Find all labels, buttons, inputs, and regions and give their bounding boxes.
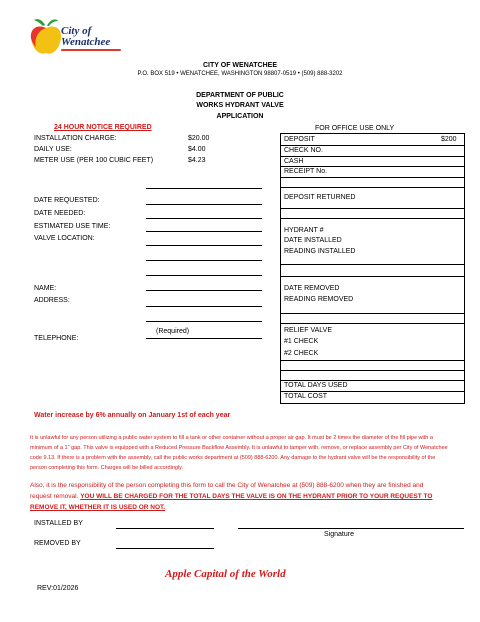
office-row-line bbox=[280, 187, 465, 188]
office-row-line bbox=[280, 380, 465, 381]
telephone-label: TELEPHONE: bbox=[34, 335, 79, 342]
telephone-line[interactable] bbox=[146, 338, 262, 339]
fee-daily-label: DAILY USE: bbox=[34, 146, 72, 153]
total-cost-label: TOTAL COST bbox=[284, 393, 328, 400]
date-requested-label: DATE REQUESTED: bbox=[34, 197, 100, 204]
fee-daily-value: $4.00 bbox=[188, 146, 206, 153]
form-title-line2: WORKS HYDRANT VALVE bbox=[196, 102, 284, 109]
valve-location-line-1[interactable] bbox=[146, 245, 262, 246]
address-line-1[interactable] bbox=[146, 306, 262, 307]
estimated-use-time-label: ESTIMATED USE TIME: bbox=[34, 223, 111, 230]
removed-by-line[interactable] bbox=[116, 548, 214, 549]
hydrant-label: HYDRANT # bbox=[284, 227, 324, 234]
signature-line[interactable] bbox=[238, 528, 464, 529]
deposit-returned-label: DEPOSIT RETURNED bbox=[284, 194, 356, 201]
address-line-2[interactable] bbox=[146, 321, 262, 322]
form-title-line1: DEPARTMENT OF PUBLIC bbox=[196, 92, 284, 99]
required-note: (Required) bbox=[156, 328, 190, 335]
date-installed-label: DATE INSTALLED bbox=[284, 237, 342, 244]
deposit-value: $200 bbox=[441, 136, 457, 143]
office-row-line bbox=[280, 264, 465, 265]
relief-valve-label: RELIEF VALVE bbox=[284, 327, 332, 334]
fee-meter-label: METER USE (PER 100 CUBIC FEET) bbox=[34, 157, 154, 164]
check1-label: #1 CHECK bbox=[284, 338, 319, 345]
installed-by-line[interactable] bbox=[116, 528, 214, 529]
legal-text: It is unlawful for any person utilizing a public water system to fill a tank or other container without a proper air gap. It must be 2 times the diameter of the fill pipe with a minimum of a 1" gap. This valve is equipped with a Reduced Pressure Backflow Assembly. It is unlawful to tamper with, remove, or replace assembly per City of Wenatchee code 9.13. If there is a problem with the assembly, call the public works department at (509) 888-6200. Any damage to the hydrant valve will be the responsibility of the person completing this form. Charges will be billed accordingly. bbox=[30, 435, 448, 471]
office-row-line bbox=[280, 276, 465, 277]
office-row-line bbox=[280, 218, 465, 219]
date-needed-label: DATE NEEDED: bbox=[34, 210, 86, 217]
valve-location-line-2[interactable] bbox=[146, 260, 262, 261]
name-line[interactable] bbox=[146, 290, 262, 291]
date-requested-line[interactable] bbox=[146, 204, 262, 205]
receipt-label: RECEIPT No. bbox=[284, 168, 328, 175]
fee-meter-value: $4.23 bbox=[188, 157, 206, 164]
office-row-line bbox=[280, 177, 465, 178]
field-line[interactable] bbox=[146, 188, 262, 189]
responsibility-text bbox=[30, 480, 440, 513]
slogan: Apple Capital of the World bbox=[165, 568, 286, 580]
form-title-line3: APPLICATION bbox=[216, 113, 264, 120]
office-row-line bbox=[280, 208, 465, 209]
fee-installation-label: INSTALLATION CHARGE: bbox=[34, 135, 117, 142]
office-row-line bbox=[280, 156, 465, 157]
office-row-line bbox=[280, 360, 465, 361]
fee-installation-value: $20.00 bbox=[188, 135, 210, 142]
office-row-line bbox=[280, 323, 465, 324]
revision-label: REV:01/2026 bbox=[37, 585, 79, 592]
installed-by-label: INSTALLED BY bbox=[34, 520, 83, 527]
office-row-line bbox=[280, 391, 465, 392]
water-increase-note: Water increase by 6% annually on January 1st of each year bbox=[34, 412, 231, 419]
total-days-label: TOTAL DAYS USED bbox=[284, 382, 348, 389]
signature-label: Signature bbox=[324, 531, 354, 538]
responsibility-part2: YOU WILL BE CHARGED FOR THE TOTAL DAYS THE VALVE IS ON THE HYDRANT PRIOR TO YOUR REQUEST TO REMOVE IT, WHETHER IT IS USED OR NOT. bbox=[30, 493, 433, 511]
org-address: P.O. BOX 519 • WENATCHEE, WASHINGTON 98807-0519 • (509) 888-3202 bbox=[137, 71, 343, 77]
logo-swoosh bbox=[61, 49, 121, 51]
cash-label: CASH bbox=[284, 158, 304, 165]
logo-text-line1: City of bbox=[61, 25, 92, 37]
valve-location-line-3[interactable] bbox=[146, 275, 262, 276]
apple-logo-icon bbox=[28, 16, 64, 58]
office-row-line bbox=[280, 313, 465, 314]
check2-label: #2 CHECK bbox=[284, 350, 319, 357]
estimated-use-time-line[interactable] bbox=[146, 231, 262, 232]
office-header: FOR OFFICE USE ONLY bbox=[315, 125, 395, 132]
city-logo bbox=[28, 16, 128, 60]
address-label: ADDRESS: bbox=[34, 297, 70, 304]
date-removed-label: DATE REMOVED bbox=[284, 285, 340, 292]
office-row-line bbox=[280, 166, 465, 167]
responsibility-part1: Also, it is the responsibility of the person completing this form to call the City of Wenatchee at (509) 888-6200 when they are finished and request removal. bbox=[30, 482, 424, 500]
reading-removed-label: READING REMOVED bbox=[284, 296, 354, 303]
org-name: CITY OF WENATCHEE bbox=[202, 62, 278, 69]
notice-required: 24 HOUR NOTICE REQUIRED bbox=[54, 124, 152, 131]
office-row-line bbox=[280, 370, 465, 371]
removed-by-label: REMOVED BY bbox=[34, 540, 81, 547]
office-row-line bbox=[280, 145, 465, 146]
reading-installed-label: READING INSTALLED bbox=[284, 248, 356, 255]
valve-location-label: VALVE LOCATION: bbox=[34, 235, 95, 242]
name-label: NAME: bbox=[34, 285, 57, 292]
deposit-label: DEPOSIT bbox=[284, 136, 315, 143]
logo-text-line2: Wenatchee bbox=[61, 36, 111, 48]
check-no-label: CHECK NO. bbox=[284, 147, 323, 154]
date-needed-line[interactable] bbox=[146, 218, 262, 219]
